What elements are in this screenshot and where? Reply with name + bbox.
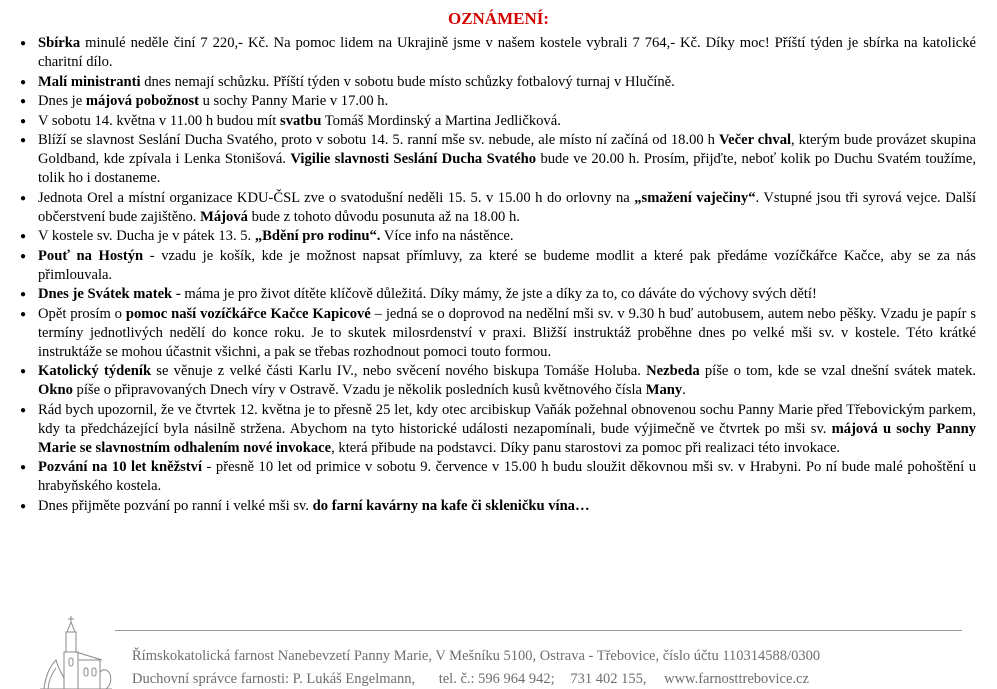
bold-text: pomoc naší vozíčkářce Kačce Kapicové (125, 305, 371, 322)
bold-text: do farní kavárny na kafe či skleničku vína… (312, 497, 590, 514)
announcement-item (20, 112, 976, 131)
footer-contact (132, 670, 962, 688)
bold-text: Nezbeda (646, 363, 700, 379)
bold-text: svatbu (280, 112, 322, 129)
bold-text: Sbírka (38, 35, 81, 51)
item-text: V sobotu 14. května v 11.00 h budou mít (38, 112, 281, 129)
bold-text: Many (645, 382, 683, 398)
item-text: se věnuje z velké části Karlu IV., nebo svěcení nového biskupa Tomáše Holuba. (151, 363, 647, 379)
item-text: u sochy Panny Marie v 17.00 h. (198, 93, 389, 109)
bold-text: Májová (200, 208, 248, 225)
footer-divider (115, 630, 962, 631)
page-title: OZNÁMENÍ: (447, 9, 550, 28)
item-text: V kostele sv. Ducha je v pátek 13. 5. (38, 228, 255, 244)
bold-text: Malí ministranti (38, 73, 141, 90)
bold-text: Pouť na Hostýn (38, 247, 144, 264)
footer-website: www.farnosttrebovice.cz (664, 671, 809, 687)
item-text: Dnes přijměte pozvání po ranní i velké mši sv. (38, 497, 313, 514)
item-text: Opět prosím o (38, 305, 126, 322)
item-text: Blíží se slavnost Seslání Ducha Svatého, proto v sobotu 14. 5. ranní mše sv. nebude, ale místo ní začíná od 18.00 h (38, 132, 719, 148)
announcement-item (20, 189, 976, 227)
bold-text: „smažení vaječiny“ (634, 189, 756, 206)
footer-phone-2: 731 402 155, (570, 671, 647, 687)
footer-priest: Duchovní správce farnosti: P. Lukáš Engelmann, (132, 671, 416, 687)
item-text: minulé neděle činí 7 220,- Kč. Na pomoc lidem na Ukrajině jsme v našem kostele vybrali 7 764,- Kč. Díky moc! Příští týden je sbírka na katolické charitní dílo. (38, 35, 976, 70)
bold-text: „Bdění pro rodinu“. (254, 228, 381, 244)
bold-text: Vigilie slavnosti Seslání Ducha Svatého (290, 151, 537, 167)
item-text: píše o tom, kde se vzal dnešní svátek matek. (699, 363, 977, 379)
footer-phone-1: tel. č.: 596 964 942; (438, 671, 555, 687)
item-text: Více info na nástěnce. (380, 228, 514, 244)
church-logo-icon (38, 612, 113, 689)
announcement-item (20, 92, 976, 111)
announcement-item (20, 73, 976, 92)
announcement-item (20, 458, 976, 496)
item-text: bude z tohoto důvodu posunuta až na 18.00 h. (247, 208, 520, 225)
item-text: bude ve 20.00 h. Prosím, přijďte, neboť kolik po Duchu Svatém toužíme, tolik ho i dostaneme. (38, 151, 976, 186)
announcement-item (20, 305, 976, 362)
item-text: Jednota Orel a místní organizace KDU-ČSL zve o svatodušní neděli 15. 5. v 15.00 h do orlovny na (38, 189, 635, 206)
item-text: píše o připravovaných Dnech víry v Ostravě. Vzadu je několik posledních kusů květnového čísla (72, 382, 646, 398)
bold-text: Dnes je Svátek matek - (38, 286, 181, 302)
announcement-item (20, 362, 976, 400)
item-text: máma je pro život dítěte klíčově důležitá. Díky mámy, že jste a díky za to, co dáváte do výchovy svých dětí! (180, 286, 817, 302)
announcement-item (20, 247, 976, 285)
bold-text: Okno (38, 382, 73, 398)
item-text: , kterým bude provázet skupina Goldband, kde zpívala i Lenka Stonišová. (38, 132, 976, 167)
bold-text: Pozvání na 10 let kněžství (38, 459, 203, 475)
item-text: - vzadu je košík, kde je možnost napsat přímluvy, za které se budeme modlit a které pak předáme vozíčkářce Kačce, aby se za nás přimlouvala. (38, 247, 976, 283)
bold-text: májová pobožnost (85, 93, 199, 109)
item-text: Rád bych upozornil, že ve čtvrtek 12. května je to přesně 25 let, kdy otec arcibiskup Vaňák požehnal obnovenou sochu Panny Marie před Třebovickým parkem, kdy ta předcházející byla násilně stržena. Abychom na tyto historické události nezapomínali, bude výjimečně ve čtvrtek po mši sv. (38, 401, 976, 437)
announcement-item (20, 131, 976, 188)
bold-text: májová u sochy Panny Marie se slavnostním odhalením nové invokace (38, 420, 976, 456)
item-text: - přesně 10 let od primice v sobotu 9. července v 15.00 h budu sloužit děkovnou mši sv. v Hrabyni. Po ní bude malé pohoštění u hrabyňského kostela. (38, 459, 976, 494)
footer-address: Římskokatolická farnost Nanebevzetí Panny Marie, V Mešníku 5100, Ostrava - Třebovice, číslo účtu 110314588/0300 (132, 648, 821, 664)
item-text: Dnes je (38, 93, 86, 109)
bold-text: Večer chval (718, 132, 792, 148)
announcement-list (20, 34, 976, 516)
item-text: Tomáš Mordinský a Martina Jedličková. (321, 112, 561, 129)
announcement-item (20, 401, 976, 458)
item-text: . (682, 382, 686, 398)
announcement-item (20, 34, 976, 72)
item-text: dnes nemají schůzku. Příští týden v sobotu bude místo schůzky fotbalový turnaj v Hlučíně. (140, 73, 675, 90)
announcement-item (20, 497, 976, 516)
announcement-item (20, 227, 976, 246)
item-text: , která přibude na podstavci. Díky panu starostovi za pomoc při realizaci této invokace. (331, 439, 841, 456)
bold-text: Katolický týdeník (38, 363, 152, 379)
item-text: . Vstupné jsou tři syrová vejce. Další občerstvení bude zajištěno. (38, 189, 977, 225)
item-text: – jedná se o doprovod na nedělní mši sv. v 9.30 h buď autobusem, autem nebo pěšky. Vzadu je papír s termíny jednotlivých nedělí do konce roku. Je to skutek milosrdenství v praxi. Bližší instruktáž proběhne dnes po velké mši sv. v kostele. Této krátké instruktáže se mohou účastnit všichni, a pak se třebas rozhodnout pomoci touto formou. (38, 305, 976, 360)
announcement-item (20, 285, 976, 304)
